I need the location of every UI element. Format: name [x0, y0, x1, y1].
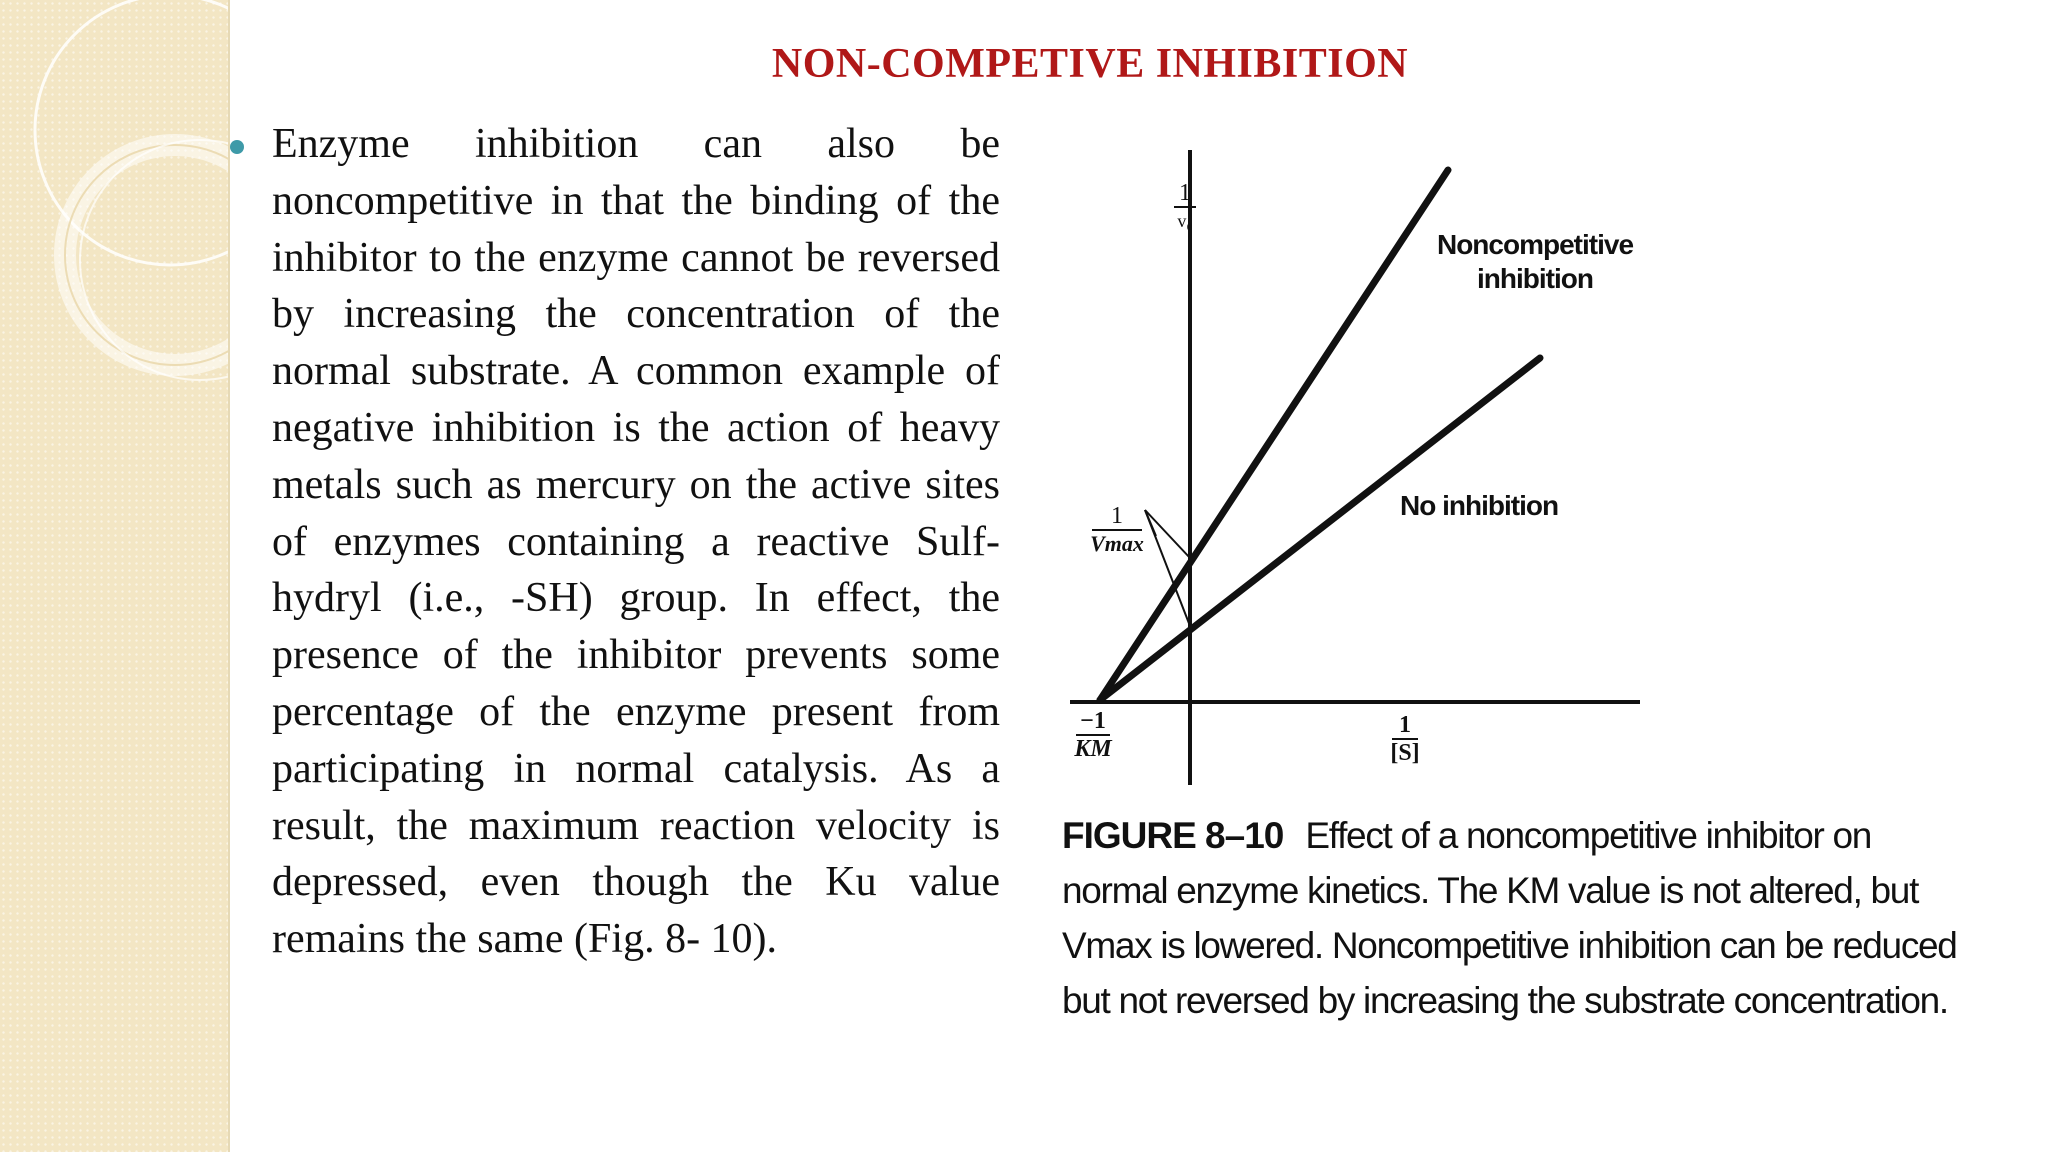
- vmax-label-numerator: 1: [1111, 503, 1123, 529]
- no-inhibition-line: [1100, 358, 1540, 700]
- y-axis-label-denominator: v₀: [1177, 211, 1193, 231]
- decorative-sidebar: [0, 0, 230, 1152]
- noncompetitive-inhibition-line: [1100, 170, 1448, 700]
- x-axis-label-denominator: [S]: [1390, 740, 1420, 766]
- y-axis-label-numerator: 1: [1179, 180, 1191, 206]
- km-label: [1068, 708, 1118, 762]
- caption-text: Effect of a noncompetitive inhibitor on normal enzyme kinetics. The KM value is not altered, but Vmax is lowered. Noncompetitive inhibition can be reduced but not reversed by increasing the substrate concentration.: [1062, 815, 1957, 1021]
- x-axis-label-numerator: 1: [1399, 712, 1411, 738]
- km-label-denominator: KM: [1074, 736, 1112, 762]
- body-paragraph: Enzyme inhibition can also be noncompetitive in that the binding of the inhibitor to the enzyme cannot be reversed by increasing the concentration of the normal substrate. A common example of negative inhibition is the action of heavy metals such as mercury on the active sites of enzymes containing a reactive Sulf-hydryl (i.e., -SH) group. In effect, the presence of the inhibitor prevents some percentage of the enzyme present from participating in normal catalysis. As a result, the maximum reaction velocity is depressed, even though the Ku value remains the same (Fig. 8- 10).: [272, 121, 1000, 963]
- vmax-label: [1082, 503, 1152, 557]
- caption-figure-number: FIGURE 8–10: [1062, 815, 1284, 856]
- no-inhibition-label: No inhibition: [1400, 490, 1559, 521]
- figure-caption: [1062, 808, 1962, 1028]
- noncompetitive-inhibition-label: Noncompetitive inhibition: [1436, 229, 1634, 294]
- vmax-label-denominator: Vmax: [1090, 531, 1144, 556]
- km-label-numerator: −1: [1080, 708, 1106, 734]
- x-axis-label: [1380, 712, 1430, 766]
- y-axis-label: [1165, 180, 1205, 234]
- slide-title: NON-COMPETIVE INHIBITION: [771, 41, 1409, 87]
- sidebar-rings-graphic: [0, 0, 228, 1152]
- bullet-marker: [230, 140, 244, 154]
